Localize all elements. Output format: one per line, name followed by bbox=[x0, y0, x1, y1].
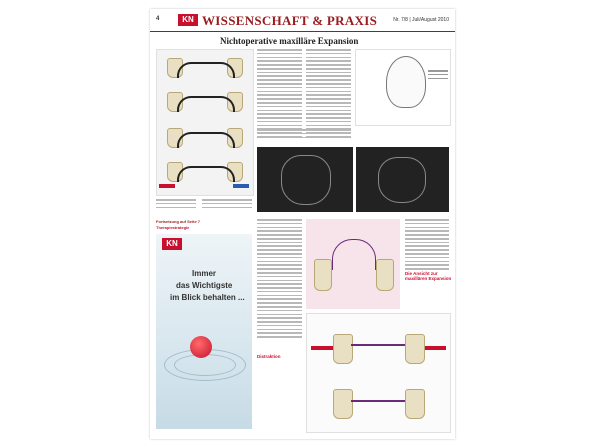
force-arrow bbox=[424, 346, 446, 350]
figure-1-tooth-diagrams bbox=[156, 49, 254, 196]
continued-box-head: Fortsetzung auf Seite 7 bbox=[156, 219, 201, 224]
skull-sketch bbox=[386, 56, 426, 108]
tooth-illustration bbox=[405, 389, 425, 419]
page-number: 4 bbox=[156, 16, 160, 22]
xray-image bbox=[356, 147, 449, 212]
section-subhead: Die Ansicht zur maxillären Expansion bbox=[405, 271, 452, 281]
article-title: Nichtoperative maxilläre Expansion bbox=[220, 36, 359, 46]
ad-line-3: im Blick behalten ... bbox=[170, 293, 245, 302]
caption-text bbox=[156, 199, 196, 210]
tooth-illustration bbox=[333, 389, 353, 419]
figure-labels bbox=[428, 70, 448, 81]
arch-outline bbox=[332, 239, 376, 270]
figure-bottom-expansion bbox=[306, 313, 451, 433]
expander-wire bbox=[177, 62, 235, 78]
article-text-block bbox=[257, 129, 351, 140]
page-header bbox=[150, 9, 455, 32]
skull-sketch-figure bbox=[355, 49, 451, 126]
newspaper-page bbox=[150, 9, 455, 439]
tooth-illustration bbox=[376, 259, 394, 291]
section-title: WISSENSCHAFT & PRAXIS bbox=[202, 13, 378, 28]
advertisement bbox=[156, 234, 252, 429]
tooth-illustration bbox=[333, 334, 353, 364]
xray-image bbox=[257, 147, 353, 212]
fishing-bobber-icon bbox=[190, 336, 212, 358]
expander-wire bbox=[177, 166, 235, 182]
skull-xray bbox=[378, 157, 426, 203]
box-title: Therapiestrategie bbox=[156, 225, 190, 230]
issue-label: Nr. 7/8 | Juli/August 2010 bbox=[393, 17, 449, 23]
tooth-illustration bbox=[314, 259, 332, 291]
ad-line-2: das Wichtigste bbox=[176, 281, 233, 290]
force-arrow bbox=[311, 346, 333, 350]
expander-wire bbox=[177, 132, 235, 148]
ad-line-1: Immer bbox=[192, 269, 217, 278]
article-text-column bbox=[405, 219, 449, 272]
expander-wire bbox=[177, 96, 235, 112]
tooth-illustration bbox=[405, 334, 425, 364]
caption-text bbox=[202, 199, 252, 210]
expander-wire bbox=[351, 400, 405, 402]
force-arrow bbox=[159, 184, 175, 188]
article-text-column bbox=[257, 49, 302, 140]
distraction-diagram bbox=[306, 219, 400, 309]
water-ripple bbox=[174, 354, 236, 376]
article-text-column bbox=[257, 219, 302, 340]
article-text-column bbox=[306, 49, 351, 140]
section-subhead: Distraktion bbox=[257, 354, 281, 359]
kn-logo: KN bbox=[178, 14, 198, 26]
expander-wire bbox=[351, 344, 405, 346]
force-arrow bbox=[233, 184, 249, 188]
skull-xray bbox=[281, 155, 331, 205]
ad-logo: KN bbox=[162, 238, 182, 250]
